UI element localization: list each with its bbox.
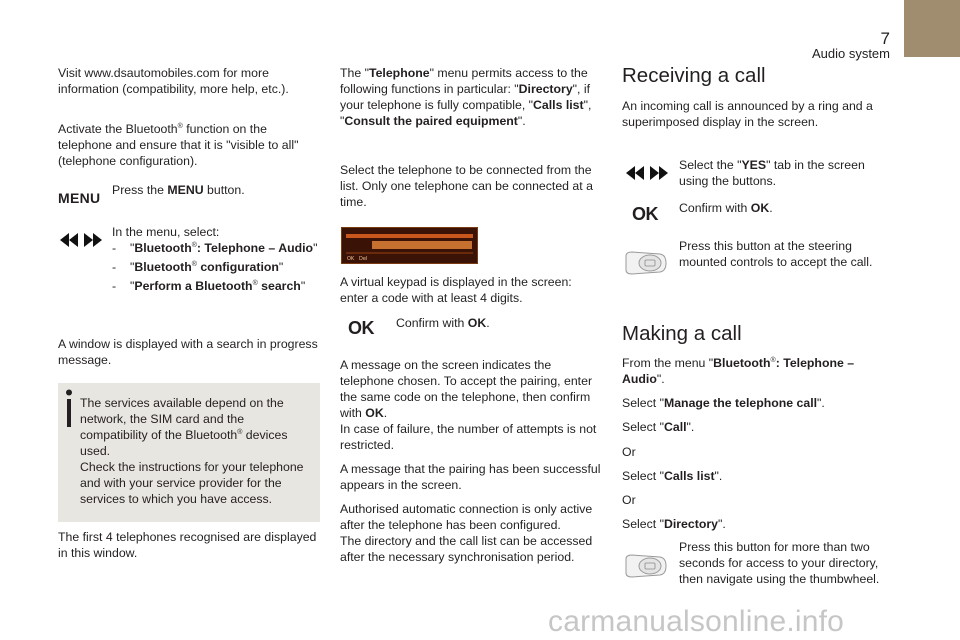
select-yes-text: Select the "YES" tab in the screen using the buttons. (679, 158, 865, 188)
keypad-screen-image (341, 227, 478, 264)
ok-button-icon: OK (348, 318, 374, 338)
screen-del-label: Del (359, 256, 368, 262)
steering-wheel-button-icon (624, 553, 668, 579)
auto-connection-block: Authorised automatic connection is only active after the telephone has been configured. The directory and the call list can be accessed after the necessary synchronisation period. (340, 502, 593, 564)
pairing-message-block: A message on the screen indicates the telephone chosen. To accept the pairing, enter the same code on the telephone, then confirm with OK. In case of failure, the number of attempts is not restricted. (340, 358, 597, 452)
press-menu-text: Press the MENU button. (112, 183, 245, 197)
select-manage-text: Select "Manage the telephone call". (622, 396, 825, 410)
confirm-ok-text: Confirm with OK. (396, 316, 490, 330)
steering-wheel-button-icon (624, 250, 668, 276)
or-text: Or (622, 493, 636, 507)
incoming-call-paragraph: An incoming call is announced by a ring and a superimposed display in the screen. (622, 99, 873, 129)
ok-button-icon: OK (632, 204, 658, 224)
or-text: Or (622, 445, 636, 459)
activate-paragraph: Activate the Bluetooth® function on the telephone and ensure that it is "visible to all" (telephone configuration). (58, 122, 299, 168)
first-four-paragraph: The first 4 telephones recognised are displayed in this window. (58, 530, 317, 560)
in-menu-label: In the menu, select: (112, 225, 220, 239)
section-title: Audio system (811, 46, 890, 61)
info-icon (62, 389, 76, 429)
list-item: - "Bluetooth®: Telephone – Audio" (112, 241, 318, 255)
page-number: 7 (880, 29, 890, 48)
info-text: The services available depend on the network, the SIM card and the compatibility of the Bluetooth® devices used. Check the instructions for your telephone and with your service provider for the services to which you have access. (80, 396, 304, 506)
watermark-text: carmanualsonline.info (548, 605, 845, 638)
arrow-buttons-icon (60, 233, 102, 247)
confirm-ok-text: Confirm with OK. (679, 201, 773, 215)
keypad-paragraph: A virtual keypad is displayed in the screen: enter a code with at least 4 digits. (340, 275, 572, 305)
list-item: - "Bluetooth® configuration" (112, 260, 284, 274)
visit-paragraph: Visit www.dsautomobiles.com for more information (compatibility, more help, etc.). (58, 66, 289, 96)
heading-making-call: Making a call (622, 322, 742, 345)
arrow-buttons-icon (626, 166, 668, 180)
screen-ok-label: OK (347, 256, 355, 262)
select-telephone-paragraph: Select the telephone to be connected from the list. Only one telephone can be connected at a time. (340, 163, 593, 209)
heading-receiving-call: Receiving a call (622, 64, 766, 87)
menu-selection-block (112, 224, 322, 294)
select-directory-text: Select "Directory". (622, 517, 726, 531)
window-paragraph: A window is displayed with a search in progress message. (58, 337, 318, 367)
success-paragraph: A message that the pairing has been successful appears in the screen. (340, 462, 601, 492)
menu-button-icon: MENU (58, 190, 101, 206)
steering-accept-text: Press this button at the steering mounted controls to accept the call. (679, 239, 873, 269)
telephone-menu-paragraph: The "Telephone" menu permits access to the following functions in particular: "Directory", if your telephone is fully compatible, "Calls list", "Consult the paired equipment". (340, 66, 592, 128)
select-calls-list-text: Select "Calls list". (622, 469, 723, 483)
chapter-tab (904, 0, 960, 57)
list-item: - "Perform a Bluetooth® search" (112, 279, 306, 293)
from-menu-paragraph: From the menu "Bluetooth®: Telephone – Audio". (622, 356, 855, 386)
select-call-text: Select "Call". (622, 420, 695, 434)
press-more-text: Press this button for more than two seconds for access to your directory, then navigate using the thumbwheel. (679, 540, 880, 586)
